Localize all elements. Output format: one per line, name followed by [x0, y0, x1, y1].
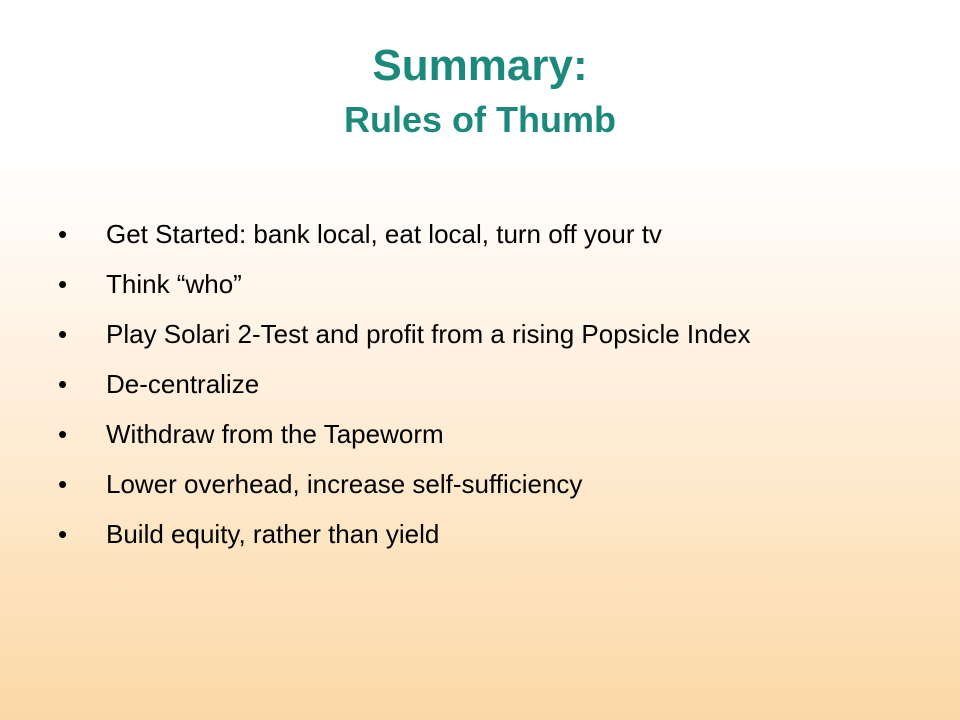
bullet-text: De-centralize: [106, 369, 260, 399]
bullet-item: [0, 314, 960, 364]
bullet-item: [0, 214, 960, 264]
bullet-item: [0, 414, 960, 464]
bullet-dot-icon: •: [58, 419, 68, 449]
slide-title: Summary:: [372, 41, 588, 90]
bullet-dot-icon: •: [58, 469, 68, 499]
bullet-text: Get Started: bank local, eat local, turn off your tv: [106, 219, 662, 249]
bullet-item: [0, 514, 960, 564]
bullet-dot-icon: •: [58, 319, 68, 349]
bullet-item: [0, 464, 960, 514]
title-block: [0, 40, 960, 142]
bullet-list: [0, 214, 960, 564]
bullet-dot-icon: •: [58, 269, 68, 299]
bullet-text: Build equity, rather than yield: [106, 519, 440, 549]
bullet-text: Lower overhead, increase self-sufficiency: [106, 469, 583, 499]
slide-subtitle: Rules of Thumb: [344, 99, 616, 140]
bullet-dot-icon: •: [58, 519, 68, 549]
bullet-item: [0, 264, 960, 314]
bullet-text: Withdraw from the Tapeworm: [106, 419, 444, 449]
bullet-item: [0, 364, 960, 414]
bullet-text: Play Solari 2-Test and profit from a rising Popsicle Index: [106, 319, 751, 349]
bullet-dot-icon: •: [58, 219, 68, 249]
bullet-dot-icon: •: [58, 369, 68, 399]
bullet-text: Think “who”: [106, 269, 242, 299]
